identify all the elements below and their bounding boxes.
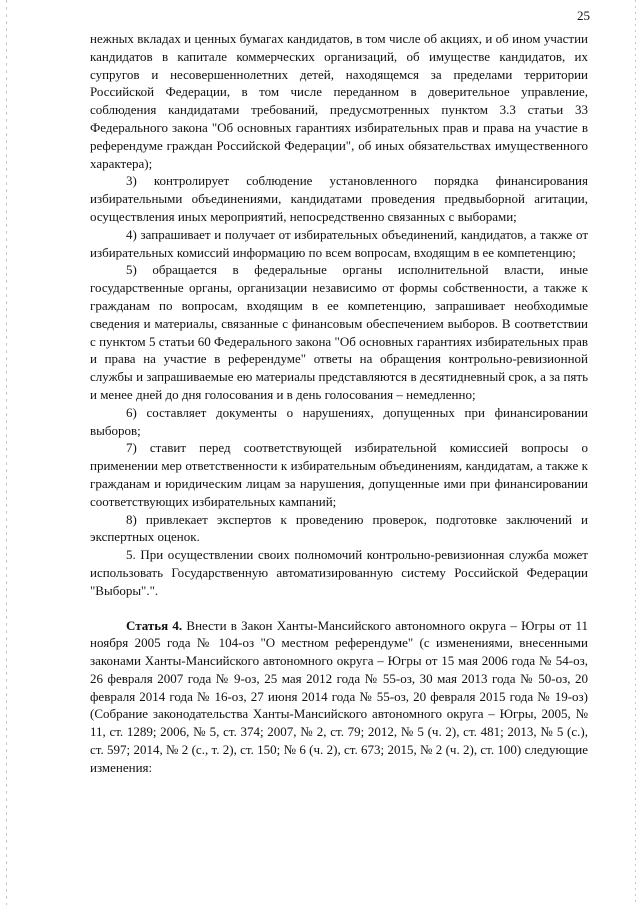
paragraph-item-6: 6) составляет документы о нарушениях, допущенных при финансировании выборов;	[90, 404, 588, 438]
paragraph-item-8: 8) привлекает экспертов к проведению проверок, подготовке заключений и экспертных оценок.	[90, 511, 588, 545]
page-number: 25	[577, 8, 590, 23]
paragraph-item-5: 5) обращается в федеральные органы исполнительной власти, иные государственные органы, организации независимо от формы собственности, а также к гражданам по вопросам, входящим в ее компетенцию, запрашивает необходимые сведения и материалы, связанные с финансовым обеспечением выборов. В соответствии с пунктом 5 статьи 60 Федерального закона "Об основных гарантиях избирательных прав и права на участие в референдуме" ответы на обращения контрольно-ревизионной службы и запрашиваемые ею материалы представляются в десятидневный срок, а за пять и менее дней до дня голосования и в день голосования – немедленно;	[90, 262, 588, 402]
article-4-paragraph	[90, 617, 588, 777]
paragraph-item-3: 3) контролирует соблюдение установленного порядка финансирования избирательными объединениями, кандидатами проведения предвыборной агитации, осуществления иных мероприятий, непосредственно связанных с выборами;	[90, 173, 588, 224]
paragraph-point-5: 5. При осуществлении своих полномочий контрольно-ревизионная служба может использовать Государственную автоматизированную систему Российской Федерации "Выборы".".	[90, 547, 588, 598]
document-text	[90, 30, 588, 777]
paragraph-item-4: 4) запрашивает и получает от избирательных объединений, кандидатов, а также от избирательных комиссий информацию по всем вопросам, входящим в ее компетенцию;	[90, 226, 588, 260]
scan-edge-right	[635, 0, 636, 905]
scan-edge-left	[6, 0, 7, 905]
paragraph-continuation: нежных вкладах и ценных бумагах кандидатов, в том числе об акциях, и об ином участии кандидатов в капитале коммерческих организаций, об имуществе кандидатов, их супругов и несовершеннолетних детей, находящемся за пределами территории Российской Федерации, в том числе переданном в доверительное управление, соблюдения кандидатами требований, предусмотренных пунктом 3.3 статьи 33 Федерального закона "Об основных гарантиях избирательных прав и права на участие в референдуме граждан Российской Федерации", об иных обязательствах имущественного характера);	[90, 31, 588, 171]
article-title: Статья 4.	[126, 617, 183, 633]
article-body: Внести в Закон Ханты-Мансийского автономного округа – Югры от 11 ноября 2005 года № 104-оз "О местном референдуме" (с изменениями, внесенными законами Ханты-Мансийского автономного округа – Югры от 15 мая 2006 года № 54-оз, 26 февраля 2007 года № 9-оз, 25 мая 2012 года № 55-оз, 30 мая 2013 года № 50-оз, 20 февраля 2014 года № 16-оз, 27 июня 2014 года № 55-оз, 20 февраля 2015 года № 19-оз) (Собрание законодательства Ханты-Мансийского автономного округа – Югры, 2005, № 11, ст. 1289; 2006, № 5, ст. 374; 2007, № 2, ст. 79; 2012, № 5 (ч. 2), ст. 481; 2013, № 5 (с.), ст. 597; 2014, № 2 (с., т. 2), ст. 150; № 6 (ч. 2), ст. 673; 2015, № 2 (ч. 2), ст. 100) следующие изменения:	[90, 617, 588, 775]
paragraph-item-7: 7) ставит перед соответствующей избирательной комиссией вопросы о применении мер ответственности к избирательным объединениям, кандидатам, а также к гражданам и юридическим лицам за нарушения, допущенные ими при финансировании соответствующих избирательных кампаний;	[90, 440, 588, 509]
